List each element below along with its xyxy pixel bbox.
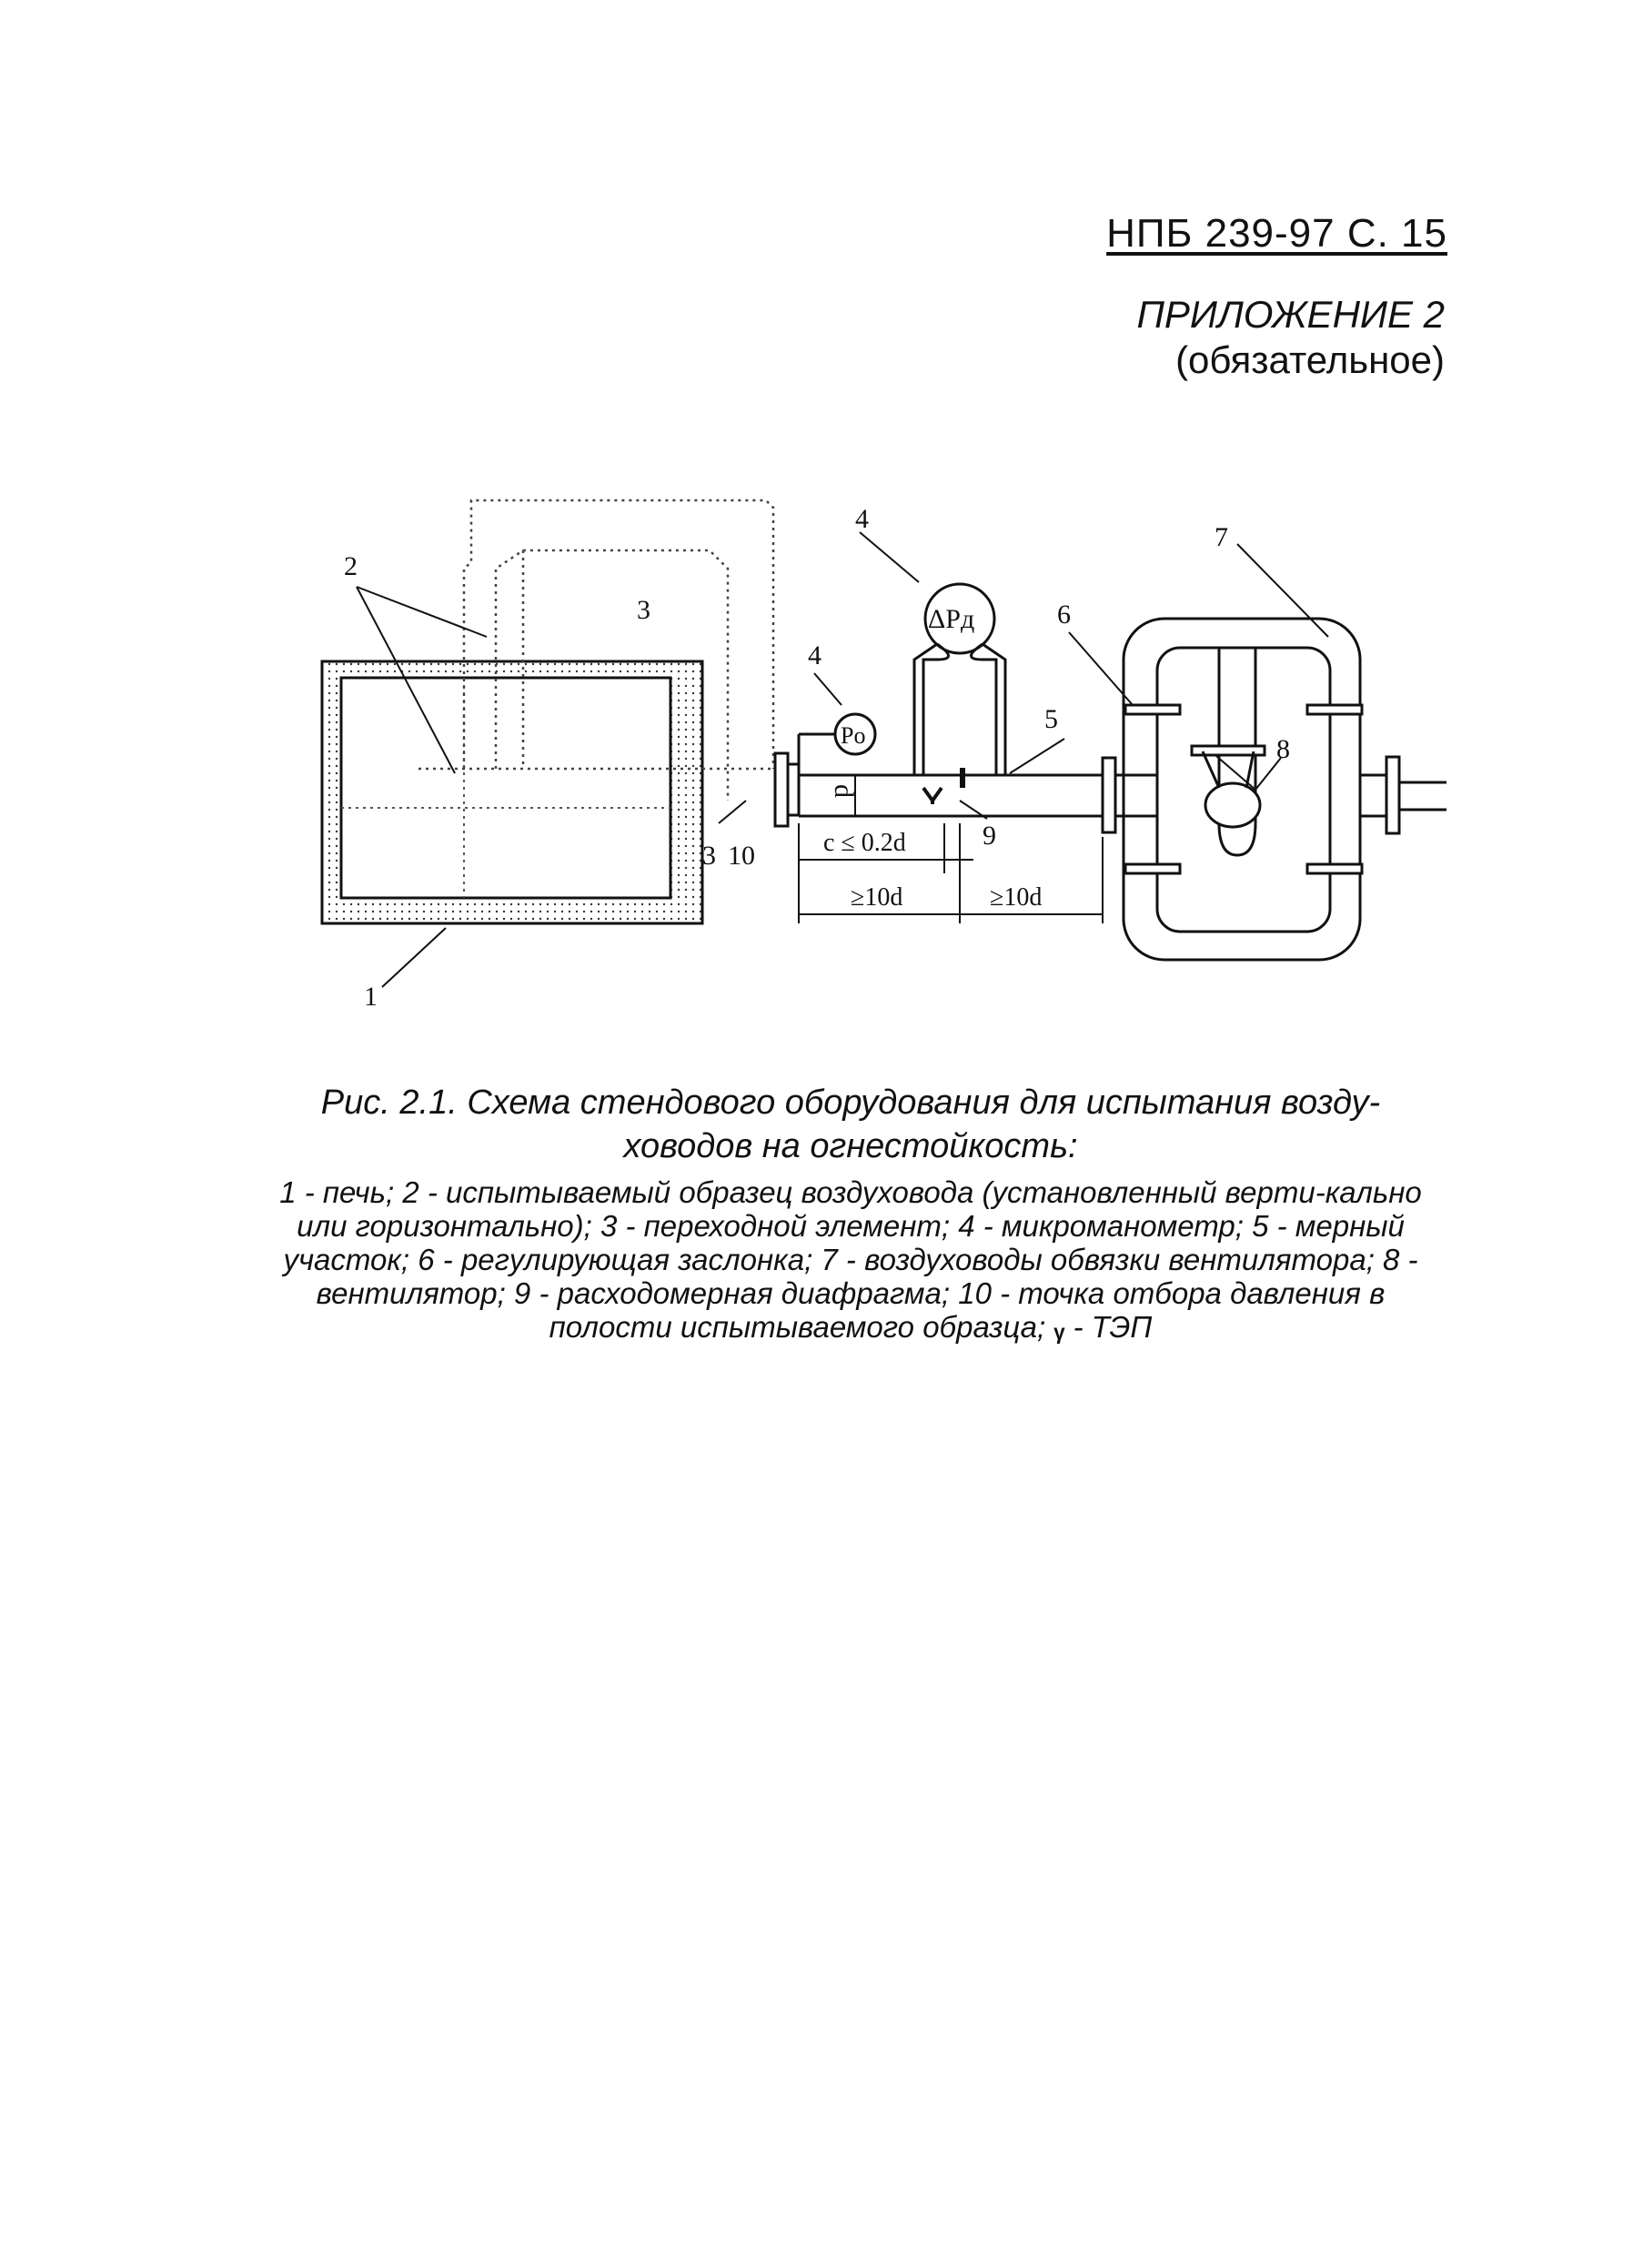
fan xyxy=(1203,751,1260,827)
label-4-left: 4 xyxy=(808,640,822,670)
appendix-note: (обязательное) xyxy=(1175,338,1445,381)
label-8: 8 xyxy=(1276,734,1290,764)
label-d: d xyxy=(829,784,859,798)
thermocouple-icon xyxy=(923,788,942,804)
flow-diaphragm xyxy=(960,768,965,788)
label-1: 1 xyxy=(364,982,378,1012)
outlet-flange xyxy=(1103,758,1115,832)
label-c-dim: c ≤ 0.2d xyxy=(823,829,906,857)
label-dim-left: ≥10d xyxy=(851,883,903,912)
label-dim-right: ≥10d xyxy=(990,883,1043,912)
fan-flanges xyxy=(1125,705,1399,873)
inlet-flange xyxy=(775,753,799,826)
appendix-title: ПРИЛОЖЕНИЕ 2 xyxy=(1136,293,1445,336)
label-10: 10 xyxy=(728,841,755,871)
label-3-bottom: 3 xyxy=(702,841,716,871)
doc-ref-header: НПБ 239-97 С. 15 xyxy=(1106,211,1447,256)
figure-caption: Рис. 2.1. Схема стендового оборудования для испытания возду-ховодов на огнестойкость: xyxy=(320,1084,1381,1165)
label-4-top: 4 xyxy=(855,504,869,534)
test-bench-diagram xyxy=(0,0,1643,1046)
tep-symbol-icon: ᵧ xyxy=(1053,1310,1065,1344)
label-dpd: ΔPд xyxy=(928,604,975,634)
label-6: 6 xyxy=(1057,600,1071,630)
figure-legend xyxy=(273,1175,1428,1344)
label-2: 2 xyxy=(344,551,358,581)
label-3-top: 3 xyxy=(637,595,650,625)
tep-label: - ТЭП xyxy=(1064,1310,1153,1344)
label-po: Po xyxy=(841,722,866,749)
label-5: 5 xyxy=(1044,704,1058,734)
legend-text: 1 - печь; 2 - испытываемый образец воздуховода (установленный верти-кально или горизонтально); 3 - переходной элемент; 4 - микроманометр; 5 - мерный участок; 6 - регулирующая заслонка; 7 - воздуховоды обвязки вентилятора; 8 - вентилятор; 9 - расходомерная диафрагма; 10 - точка отбора давления в полости испытываемого образца; xyxy=(279,1175,1422,1344)
label-9: 9 xyxy=(983,821,996,851)
furnace xyxy=(322,661,702,923)
label-7: 7 xyxy=(1215,522,1228,552)
